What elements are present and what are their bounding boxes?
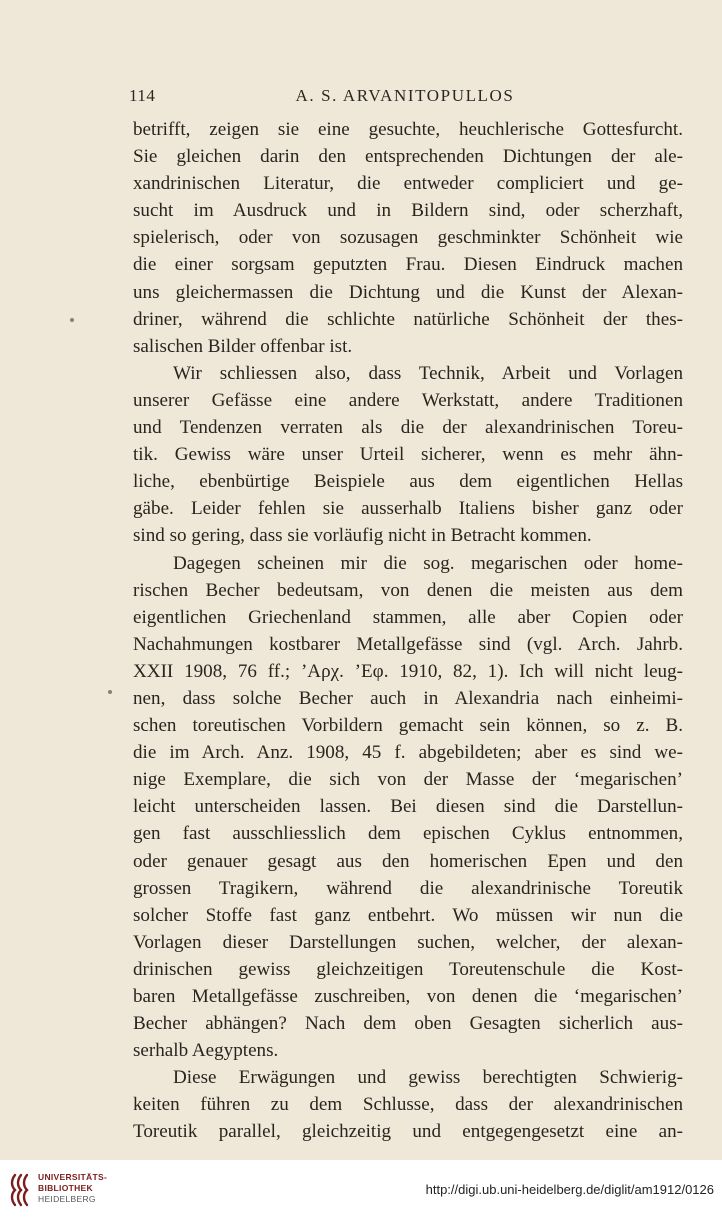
page-header	[129, 86, 681, 110]
text-line: sucht im Ausdruck und in Bildern sind, oder scherzhaft,	[133, 200, 683, 222]
library-line: HEIDELBERG	[38, 1194, 96, 1204]
text-line: xandrinischen Literatur, die entweder compliciert und ge-	[133, 173, 683, 195]
running-head: A. S. ARVANITOPULLOS	[295, 86, 515, 105]
text-line: gäbe. Leider fehlen sie ausserhalb Italiens bisher ganz oder	[133, 498, 683, 520]
body-text	[133, 116, 683, 1146]
text-line: die im Arch. Anz. 1908, 45 f. abgebildeten; aber es sind we-	[133, 742, 683, 764]
text-line: solcher Stoffe fast ganz entbehrt. Wo müssen wir nun die	[133, 904, 683, 926]
text-line: oder genauer gesagt aus den homerischen Epen und den	[133, 850, 683, 872]
text-line: keiten führen zu dem Schlusse, dass der alexandrinischen	[133, 1094, 683, 1116]
text-line: schen toreutischen Vorbildern gemacht sein können, so z. B.	[133, 715, 683, 737]
text-line: Vorlagen dieser Darstellungen suchen, welcher, der alexan-	[133, 931, 683, 953]
text-line: Becher abhängen? Nach dem oben Gesagten sicherlich aus-	[133, 1013, 683, 1035]
text-line: Wir schliessen also, dass Technik, Arbeit und Vorlagen	[173, 362, 683, 384]
text-line: leicht unterscheiden lassen. Bei diesen sind die Darstellun-	[133, 796, 683, 818]
library-name	[38, 1172, 107, 1205]
text-line: rischen Becher bedeutsam, von denen die meisten aus dem	[133, 579, 683, 601]
text-line: Dagegen scheinen mir die sog. megarischen oder home-	[173, 552, 683, 574]
text-line: unserer Gefässe eine andere Werkstatt, andere Traditionen	[133, 389, 683, 411]
text-line: Sie gleichen darin den entsprechenden Dichtungen der ale-	[133, 146, 683, 168]
text-line: Toreutik parallel, gleichzeitig und entgegengesetzt eine an-	[133, 1121, 683, 1143]
digitization-footer	[0, 1160, 722, 1224]
text-line: driner, während die schlichte natürliche Schönheit der thes-	[133, 308, 683, 330]
text-line: grossen Tragikern, während die alexandrinische Toreutik	[133, 877, 683, 899]
text-line: XXII 1908, 76 ff.; ʼΑρχ. ʼΕφ. 1910, 82, 1). Ich will nicht leug-	[133, 660, 683, 682]
text-line: sind so gering, dass sie vorläufig nicht in Betracht kommen.	[133, 525, 592, 547]
library-line: BIBLIOTHEK	[38, 1183, 93, 1193]
page-number: 114	[129, 86, 156, 105]
text-line: Diese Erwägungen und gewiss berechtigten Schwierig-	[173, 1067, 683, 1089]
text-line: tik. Gewiss wäre unser Urteil sicherer, wenn es mehr ähn-	[133, 444, 683, 466]
text-line: die einer sorgsam geputzten Frau. Diesen Eindruck machen	[133, 254, 683, 276]
text-line: spielerisch, oder von sozusagen geschminkter Schönheit wie	[133, 227, 683, 249]
text-line: gen fast ausschliesslich dem epischen Cyklus entnommen,	[133, 823, 683, 845]
text-line: baren Metallgefässe zuschreiben, von denen die ‘megarischen’	[133, 986, 683, 1007]
text-line: drinischen gewiss gleichzeitigen Toreutenschule die Kost-	[133, 958, 683, 980]
source-url-link[interactable]: http://digi.ub.uni-heidelberg.de/diglit/am1912/0126	[425, 1182, 714, 1197]
text-line: Nachahmungen kostbarer Metallgefässe sind (vgl. Arch. Jahrb.	[133, 633, 683, 655]
margin-speck	[70, 318, 74, 322]
text-line: betrifft, zeigen sie eine gesuchte, heuchlerische Gottesfurcht.	[133, 119, 683, 140]
library-line: UNIVERSITÄTS-	[38, 1172, 108, 1182]
margin-speck	[108, 690, 112, 694]
text-line: salischen Bilder offenbar ist.	[133, 335, 353, 357]
text-line: eigentlichen Griechenland stammen, alle aber Copien oder	[133, 606, 683, 628]
heidelberg-library-logo-icon	[8, 1172, 34, 1208]
text-line: liche, ebenbürtige Beispiele aus dem eigentlichen Hellas	[133, 471, 683, 493]
text-line: serhalb Aegyptens.	[133, 1040, 279, 1062]
text-line: und Tendenzen verraten als die der alexandrinischen Toreu-	[133, 417, 683, 439]
text-line: nen, dass solche Becher auch in Alexandria nach einheimi-	[133, 687, 683, 709]
text-line: uns gleichermassen die Dichtung und die Kunst der Alexan-	[133, 281, 683, 303]
text-line: nige Exemplare, die sich von der Masse der ‘megarischen’	[133, 769, 683, 791]
